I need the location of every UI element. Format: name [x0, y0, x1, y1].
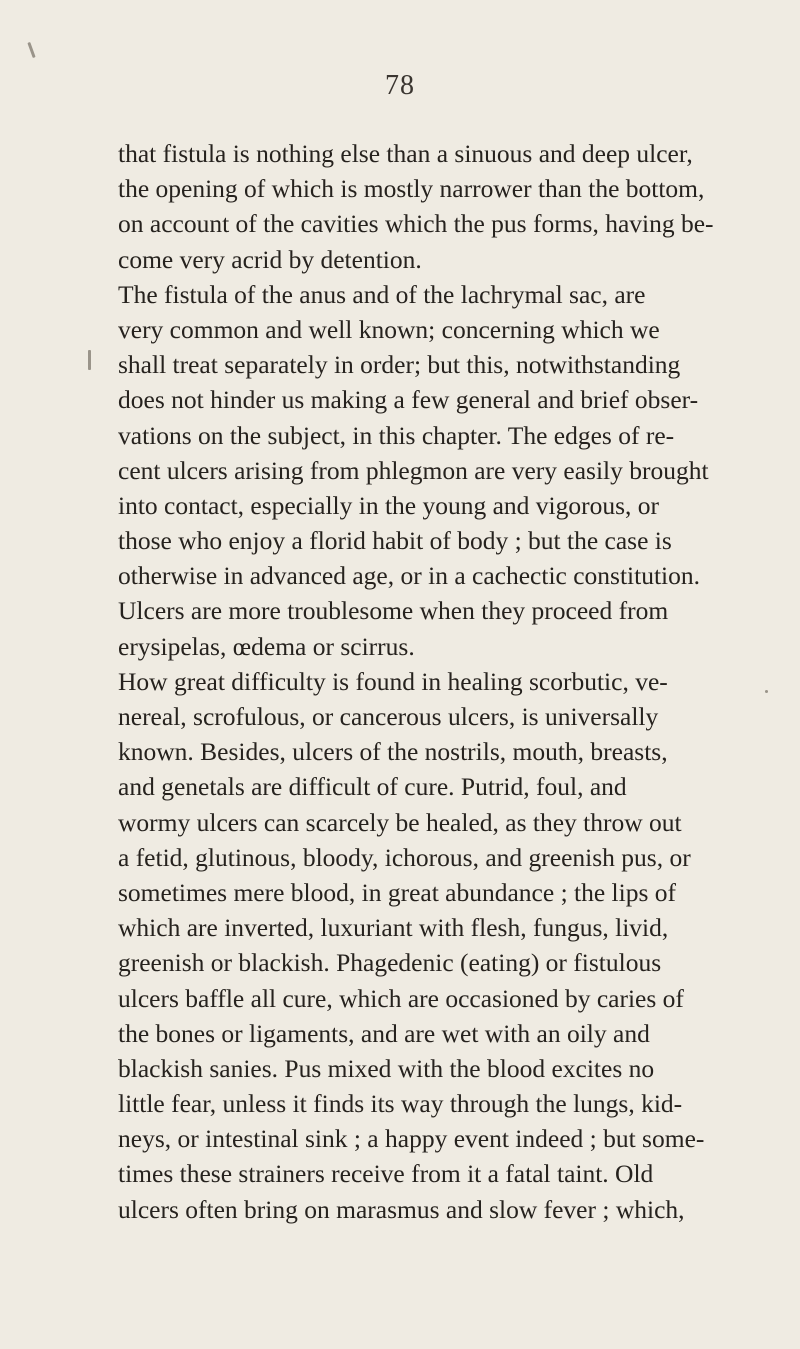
text-line: the opening of which is mostly narrower than the bottom, [118, 174, 705, 204]
text-line: neys, or intestinal sink ; a happy event indeed ; but some- [118, 1124, 705, 1154]
text-line: nereal, scrofulous, or cancerous ulcers, is universally [118, 702, 659, 731]
text-line: blackish sanies. Pus mixed with the blood excites no [118, 1053, 655, 1083]
text-line: which are inverted, luxuriant with flesh, fungus, livid, [118, 913, 669, 943]
text-line: ulcers often bring on marasmus and slow fever ; which, [118, 1194, 685, 1224]
text-line: a fetid, glutinous, bloody, ichorous, and greenish pus, or [118, 842, 691, 872]
text-line: come very acrid by detention. [118, 244, 422, 274]
text-line: and genetals are difficult of cure. Putrid, foul, and [118, 772, 627, 802]
text-line: wormy ulcers can scarcely be healed, as they throw out [118, 807, 682, 837]
paper-speck [88, 350, 91, 370]
text-line: ulcers baffle all cure, which are occasioned by caries of [118, 983, 684, 1013]
text-line: those who enjoy a florid habit of body ; but the case is [118, 526, 672, 556]
text-line: cent ulcers arising from phlegmon are very easily brought [118, 455, 709, 485]
text-line: that fistula is nothing else than a sinuous and deep ulcer, [118, 139, 693, 168]
text-line: on account of the cavities which the pus forms, having be- [118, 209, 714, 239]
text-line: does not hinder us making a few general and brief obser- [118, 385, 699, 415]
text-line: erysipelas, œdema or scirrus. [118, 631, 415, 661]
paper-speck [27, 42, 35, 58]
text-line: How great difficulty is found in healing scorbutic, ve- [118, 666, 668, 696]
text-line: the bones or ligaments, and are wet with an oily and [118, 1018, 650, 1048]
text-line: little fear, unless it finds its way through the lungs, kid- [118, 1089, 683, 1119]
text-line: very common and well known; concerning which we [118, 314, 660, 344]
paper-speck [765, 690, 768, 693]
text-line: shall treat separately in order; but this, notwithstanding [118, 350, 681, 380]
text-line: otherwise in advanced age, or in a cachectic constitution. [118, 561, 701, 591]
text-line: Ulcers are more troublesome when they proceed from [118, 596, 669, 626]
text-line: sometimes mere blood, in great abundance ; the lips of [118, 877, 677, 907]
body-text [118, 136, 800, 1227]
text-line: into contact, especially in the young and vigorous, or [118, 490, 660, 520]
text-line: vations on the subject, in this chapter. The edges of re- [118, 420, 675, 450]
page-number: 78 [385, 70, 415, 101]
text-line: known. Besides, ulcers of the nostrils, mouth, breasts, [118, 737, 668, 767]
text-line: times these strainers receive from it a fatal taint. Old [118, 1159, 654, 1189]
text-line: The fistula of the anus and of the lachrymal sac, are [118, 279, 646, 309]
text-line: greenish or blackish. Phagedenic (eating) or fistulous [118, 948, 662, 978]
